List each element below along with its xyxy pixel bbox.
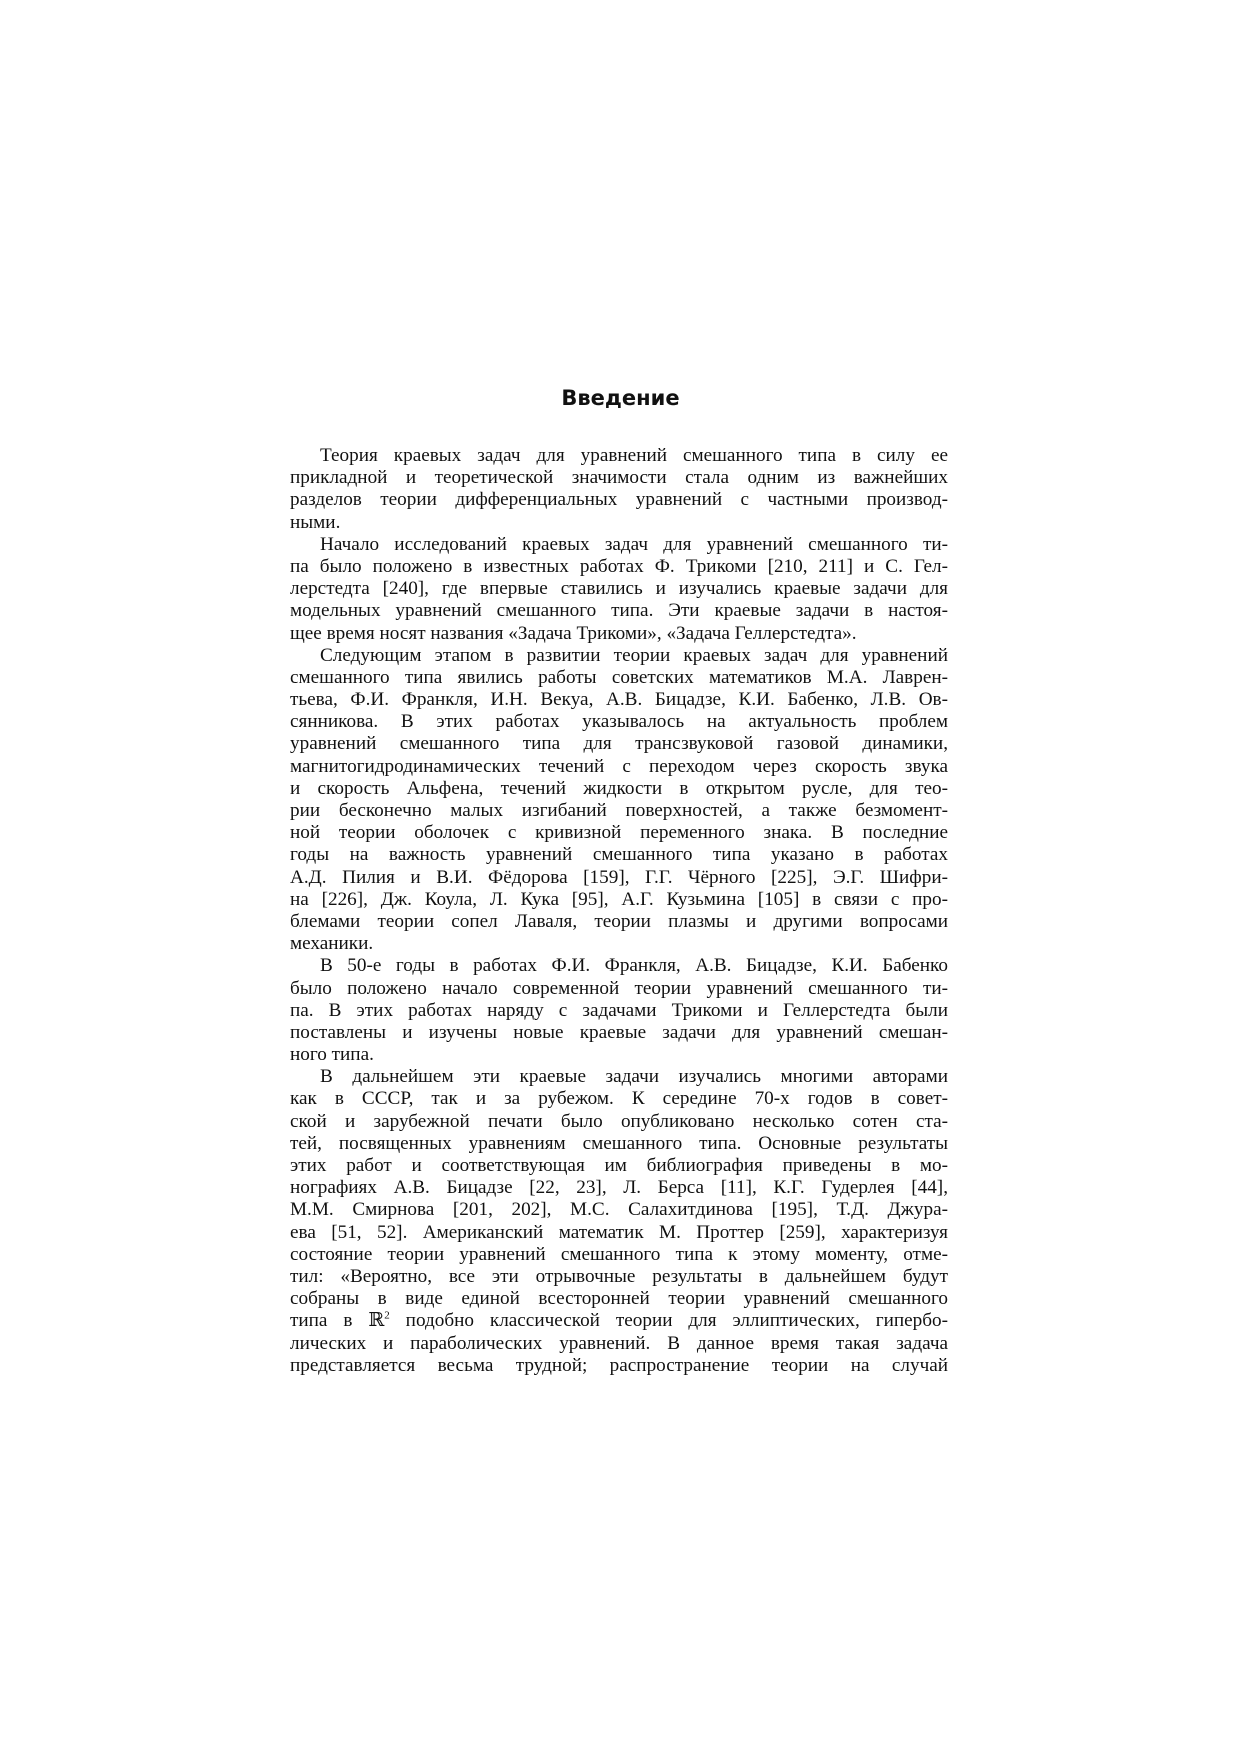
text-line: годы на важность уравнений смешанного типа указано в работах xyxy=(290,844,948,866)
text-line: разделов теории дифференциальных уравнений с частными производ- xyxy=(290,489,948,511)
text-line: ева [51, 52]. Американский математик М. Проттер [259], характеризуя xyxy=(290,1221,948,1243)
text-line: В 50-е годы в работах Ф.И. Франкля, А.В. Бицадзе, К.И. Бабенко xyxy=(320,955,948,977)
text-line: и скорость Альфена, течений жидкости в открытом русле, для тео- xyxy=(290,777,948,799)
text-line: тьева, Ф.И. Франкля, И.Н. Векуа, А.В. Бицадзе, К.И. Бабенко, Л.В. Ов- xyxy=(290,689,948,711)
text-line: блемами теории сопел Лаваля, теории плазмы и другими вопросами xyxy=(290,910,948,932)
text-line: Начало исследований краевых задач для уравнений смешанного ти- xyxy=(320,533,948,555)
text-line: М.М. Смирнова [201, 202], М.С. Салахитдинова [195], Т.Д. Джура- xyxy=(290,1199,948,1221)
text-line: ской и зарубежной печати было опубликовано несколько сотен ста- xyxy=(290,1110,948,1132)
text-line: ными. xyxy=(290,511,341,533)
text-line: па было положено в известных работах Ф. Трикоми [210, 211] и С. Гел- xyxy=(290,555,948,577)
text-line: тей, посвященных уравнениям смешанного типа. Основные результаты xyxy=(290,1132,948,1154)
text-line: магнитогидродинамических течений с переходом через скорость звука xyxy=(290,755,948,777)
text-line: Теория краевых задач для уравнений смешанного типа в силу ее xyxy=(320,445,948,466)
text-line: тил: «Вероятно, все эти отрывочные результаты в дальнейшем будут xyxy=(290,1265,948,1287)
r2-after: подобно классической теории для эллиптических, гипербо- xyxy=(389,1310,948,1332)
text-line: В дальнейшем эти краевые задачи изучались многими авторами xyxy=(320,1066,948,1088)
text-line: ной теории оболочек с кривизной переменного знака. В последние xyxy=(290,822,948,844)
text-line: состояние теории уравнений смешанного типа к этому моменту, отме- xyxy=(290,1243,948,1265)
text-line-r2 xyxy=(290,1310,948,1332)
text-line: поставлены и изучены новые краевые задачи для уравнений смешан- xyxy=(290,1021,948,1043)
text-line: А.Д. Пилия и В.И. Фёдорова [159], Г.Г. Чёрного [225], Э.Г. Шифри- xyxy=(290,866,948,888)
text-line: на [226], Дж. Коула, Л. Кука [95], А.Г. Кузьмина [105] в связи с про- xyxy=(290,888,948,910)
text-line: щее время носят названия «Задача Трикоми», «Задача Геллерстедта». xyxy=(290,622,857,644)
text-line: ного типа. xyxy=(290,1044,374,1066)
text-line: Следующим этапом в развитии теории краевых задач для уравнений xyxy=(320,644,948,666)
text-line: лических и параболических уравнений. В данное время такая задача xyxy=(290,1332,948,1354)
text-line: было положено начало современной теории уравнений смешанного ти- xyxy=(290,977,948,999)
text-line: сянникова. В этих работах указывалось на актуальность проблем xyxy=(290,711,948,733)
text-line: представляется весьма трудной; распространение теории на случай xyxy=(290,1354,948,1376)
text-line: этих работ и соответствующая им библиография приведены в мо- xyxy=(290,1155,948,1176)
text-line: нографиях А.В. Бицадзе [22, 23], Л. Берса [11], К.Г. Гудерлея [44], xyxy=(290,1177,948,1199)
text-line: па. В этих работах наряду с задачами Трикоми и Геллерстедта были xyxy=(290,999,948,1021)
r2-before: типа в xyxy=(290,1310,369,1332)
text-line: лерстедта [240], где впервые ставились и изучались краевые задачи для xyxy=(290,578,948,600)
text-line: механики. xyxy=(290,933,374,955)
text-line: рии бесконечно малых изгибаний поверхностей, а также безмомент- xyxy=(290,800,948,821)
text-line: смешанного типа явились работы советских математиков М.А. Лаврен- xyxy=(290,666,948,688)
text-line: модельных уравнений смешанного типа. Эти краевые задачи в настоя- xyxy=(290,600,948,622)
body-text xyxy=(290,445,948,1377)
r2-exponent: 2 xyxy=(384,1310,390,1322)
text-line: прикладной и теоретической значимости стала одним из важнейших xyxy=(290,467,948,489)
page-title: Введение xyxy=(561,386,680,410)
text-line: уравнений смешанного типа для трансзвуковой газовой динамики, xyxy=(290,733,948,755)
text-line: собраны в виде единой всесторонней теории уравнений смешанного xyxy=(290,1288,948,1310)
text-line: как в СССР, так и за рубежом. К середине 70-х годов в совет- xyxy=(290,1088,948,1110)
r2-symbol: ℝ xyxy=(368,1310,385,1332)
